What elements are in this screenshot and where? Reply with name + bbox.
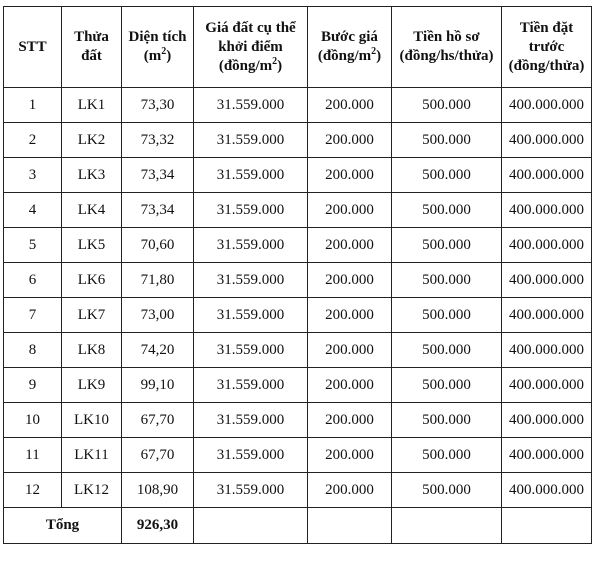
- table-row: [4, 333, 592, 368]
- table-row: [4, 298, 592, 333]
- table-row: [4, 438, 592, 473]
- cell-price-step: 200.000: [308, 438, 392, 473]
- cell-start-price: 31.559.000: [194, 123, 308, 158]
- cell-stt: 3: [4, 158, 62, 193]
- table-row: [4, 123, 592, 158]
- cell-dossier-fee: 500.000: [392, 123, 502, 158]
- cell-plot: LK3: [62, 158, 122, 193]
- total-empty-cell: [392, 508, 502, 544]
- cell-start-price: 31.559.000: [194, 333, 308, 368]
- cell-price-step: 200.000: [308, 263, 392, 298]
- cell-stt: 6: [4, 263, 62, 298]
- cell-deposit: 400.000.000: [502, 473, 592, 508]
- cell-dossier-fee: 500.000: [392, 333, 502, 368]
- cell-dossier-fee: 500.000: [392, 403, 502, 438]
- header-line: STT: [18, 38, 47, 55]
- header-area: [122, 7, 194, 88]
- header-line: Tiền hồ sơ: [413, 29, 480, 45]
- table-row: [4, 403, 592, 438]
- cell-plot: LK11: [62, 438, 122, 473]
- table-header-row: [4, 7, 592, 88]
- total-label: Tổng: [4, 508, 122, 544]
- header-line: $(đồng/m^2)$: [218, 55, 283, 74]
- cell-dossier-fee: 500.000: [392, 298, 502, 333]
- header-dossier-fee: [392, 7, 502, 88]
- cell-price-step: 200.000: [308, 403, 392, 438]
- cell-area: 73,30: [122, 88, 194, 123]
- cell-start-price: 31.559.000: [194, 158, 308, 193]
- cell-dossier-fee: 500.000: [392, 368, 502, 403]
- cell-stt: 10: [4, 403, 62, 438]
- cell-area: 67,70: [122, 403, 194, 438]
- cell-stt: 5: [4, 228, 62, 263]
- header-line: khởi điểm: [218, 38, 283, 55]
- cell-area: 99,10: [122, 368, 194, 403]
- cell-dossier-fee: 500.000: [392, 228, 502, 263]
- table-row: [4, 228, 592, 263]
- header-price-step: [308, 7, 392, 88]
- cell-area: 67,70: [122, 438, 194, 473]
- cell-dossier-fee: 500.000: [392, 473, 502, 508]
- cell-price-step: 200.000: [308, 473, 392, 508]
- table-row: [4, 368, 592, 403]
- header-line: $(m^2)$: [143, 46, 172, 64]
- cell-start-price: 31.559.000: [194, 403, 308, 438]
- cell-stt: 8: [4, 333, 62, 368]
- cell-stt: 2: [4, 123, 62, 158]
- total-empty-cell: [308, 508, 392, 544]
- cell-deposit: 400.000.000: [502, 158, 592, 193]
- cell-plot: LK6: [62, 263, 122, 298]
- header-line: đất: [81, 48, 102, 64]
- cell-stt: 7: [4, 298, 62, 333]
- cell-dossier-fee: 500.000: [392, 88, 502, 123]
- header-line: $(đồng/m^2)$: [317, 46, 382, 64]
- cell-dossier-fee: 500.000: [392, 158, 502, 193]
- cell-plot: LK9: [62, 368, 122, 403]
- cell-deposit: 400.000.000: [502, 333, 592, 368]
- cell-stt: 4: [4, 193, 62, 228]
- cell-area: 74,20: [122, 333, 194, 368]
- cell-stt: 9: [4, 368, 62, 403]
- cell-deposit: 400.000.000: [502, 88, 592, 123]
- cell-area: 73,34: [122, 158, 194, 193]
- cell-plot: LK10: [62, 403, 122, 438]
- cell-start-price: 31.559.000: [194, 193, 308, 228]
- cell-plot: LK5: [62, 228, 122, 263]
- cell-deposit: 400.000.000: [502, 123, 592, 158]
- cell-area: 73,32: [122, 123, 194, 158]
- cell-plot: LK4: [62, 193, 122, 228]
- header-start-price: [194, 7, 308, 88]
- cell-dossier-fee: 500.000: [392, 263, 502, 298]
- cell-start-price: 31.559.000: [194, 298, 308, 333]
- header-line: Giá đất cụ thể: [205, 19, 296, 36]
- cell-area: 70,60: [122, 228, 194, 263]
- cell-dossier-fee: 500.000: [392, 193, 502, 228]
- cell-deposit: 400.000.000: [502, 298, 592, 333]
- total-row: [4, 508, 592, 544]
- cell-start-price: 31.559.000: [194, 368, 308, 403]
- cell-price-step: 200.000: [308, 228, 392, 263]
- cell-price-step: 200.000: [308, 333, 392, 368]
- cell-start-price: 31.559.000: [194, 228, 308, 263]
- cell-price-step: 200.000: [308, 193, 392, 228]
- cell-area: 73,34: [122, 193, 194, 228]
- cell-price-step: 200.000: [308, 298, 392, 333]
- header-deposit: [502, 7, 592, 88]
- cell-stt: 11: [4, 438, 62, 473]
- header-line: Diện tích: [128, 29, 187, 45]
- header-line: (đồng/hs/thửa): [399, 48, 494, 64]
- cell-start-price: 31.559.000: [194, 473, 308, 508]
- header-line: Tiền đặt: [519, 19, 574, 36]
- total-empty-cell: [194, 508, 308, 544]
- cell-deposit: 400.000.000: [502, 438, 592, 473]
- header-stt: [4, 7, 62, 88]
- header-plot: [62, 7, 122, 88]
- cell-area: 73,00: [122, 298, 194, 333]
- table-row: [4, 263, 592, 298]
- cell-stt: 1: [4, 88, 62, 123]
- header-line: trước: [528, 38, 565, 55]
- total-empty-cell: [502, 508, 592, 544]
- total-area: 926,30: [122, 508, 194, 544]
- cell-deposit: 400.000.000: [502, 228, 592, 263]
- cell-price-step: 200.000: [308, 158, 392, 193]
- cell-stt: 12: [4, 473, 62, 508]
- cell-start-price: 31.559.000: [194, 88, 308, 123]
- cell-price-step: 200.000: [308, 123, 392, 158]
- cell-plot: LK8: [62, 333, 122, 368]
- cell-price-step: 200.000: [308, 368, 392, 403]
- table-row: [4, 158, 592, 193]
- header-line: Bước giá: [321, 29, 378, 45]
- header-line: (đồng/thửa): [508, 57, 585, 74]
- table-row: [4, 473, 592, 508]
- table-body: [4, 88, 592, 508]
- cell-deposit: 400.000.000: [502, 263, 592, 298]
- cell-plot: LK2: [62, 123, 122, 158]
- cell-price-step: 200.000: [308, 88, 392, 123]
- land-plot-table: [3, 6, 592, 544]
- cell-area: 71,80: [122, 263, 194, 298]
- table-row: [4, 193, 592, 228]
- cell-start-price: 31.559.000: [194, 438, 308, 473]
- table-row: [4, 88, 592, 123]
- cell-dossier-fee: 500.000: [392, 438, 502, 473]
- cell-plot: LK7: [62, 298, 122, 333]
- cell-plot: LK12: [62, 473, 122, 508]
- cell-plot: LK1: [62, 88, 122, 123]
- cell-area: 108,90: [122, 473, 194, 508]
- cell-deposit: 400.000.000: [502, 403, 592, 438]
- header-line: Thửa: [74, 29, 109, 45]
- cell-start-price: 31.559.000: [194, 263, 308, 298]
- cell-deposit: 400.000.000: [502, 368, 592, 403]
- cell-deposit: 400.000.000: [502, 193, 592, 228]
